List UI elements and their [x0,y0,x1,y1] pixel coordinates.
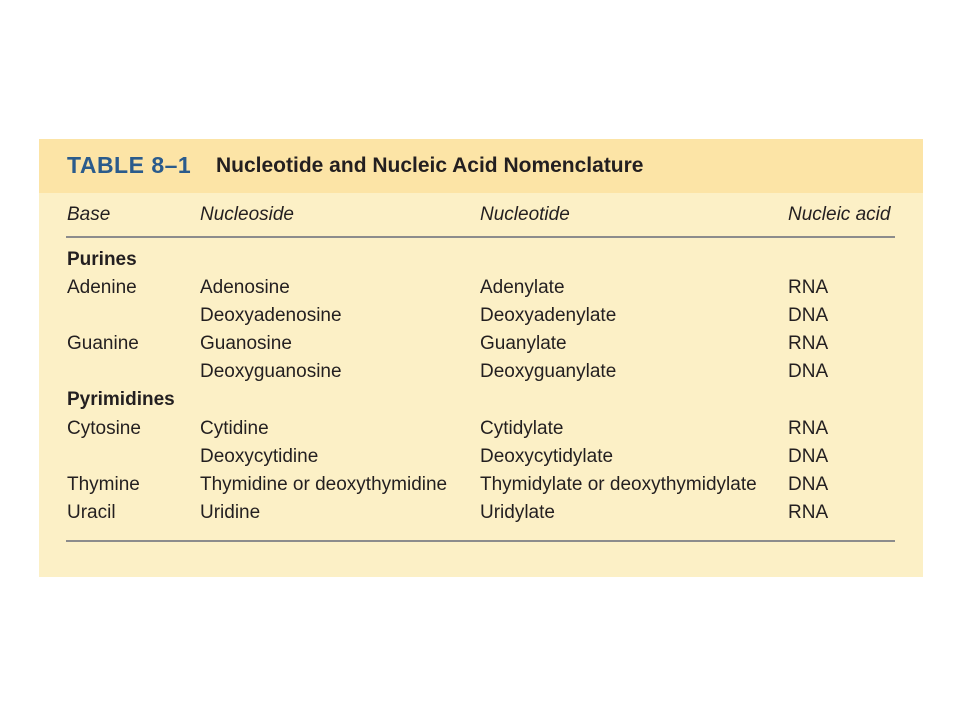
cell-nucleotide: Uridylate [480,502,555,523]
cell-nucleoside: Guanosine [200,333,292,354]
cell-nucleotide: Thymidylate or deoxythymidylate [480,474,757,495]
table-row [39,358,923,386]
cell-nucleoside: Thymidine or deoxythymidine [200,474,448,495]
cell-nucleic-acid: DNA [788,446,829,467]
column-header-nucleic-acid: Nucleic acid [788,204,891,225]
cell-nucleoside: Deoxyadenosine [200,305,342,326]
cell-nucleic-acid: RNA [788,277,829,298]
table-title: Nucleotide and Nucleic Acid Nomenclature [216,154,644,177]
cell-nucleoside: Uridine [200,502,261,523]
group-label-pyrimidines: Pyrimidines [67,389,175,410]
cell-nucleic-acid: RNA [788,333,829,354]
column-header-base: Base [67,204,111,225]
cell-base: Thymine [67,474,140,495]
cell-nucleotide: Guanylate [480,333,567,354]
table-row [39,471,923,499]
cell-nucleoside: Adenosine [200,277,290,298]
cell-nucleotide: Adenylate [480,277,565,298]
cell-nucleotide: Cytidylate [480,418,564,439]
column-header-nucleotide: Nucleotide [480,204,570,225]
table-row [39,443,923,471]
cell-nucleic-acid: RNA [788,418,829,439]
cell-nucleoside: Deoxycytidine [200,446,319,467]
header-rule [66,236,895,238]
table-row [39,415,923,443]
cell-nucleotide: Deoxycytidylate [480,446,614,467]
table-row [39,302,923,330]
cell-base: Adenine [67,277,137,298]
bottom-rule [66,540,895,542]
cell-base: Uracil [67,502,116,523]
cell-nucleoside: Deoxyguanosine [200,361,342,382]
table-row [39,330,923,358]
table-row [39,499,923,527]
cell-nucleic-acid: DNA [788,305,829,326]
cell-nucleotide: Deoxyguanylate [480,361,617,382]
cell-nucleic-acid: DNA [788,361,829,382]
group-label-purines: Purines [67,249,137,270]
cell-base: Guanine [67,333,139,354]
column-header-nucleoside: Nucleoside [200,204,294,225]
table-number: TABLE 8–1 [67,152,192,178]
cell-nucleotide: Deoxyadenylate [480,305,617,326]
cell-base: Cytosine [67,418,141,439]
cell-nucleoside: Cytidine [200,418,269,439]
nomenclature-table [39,139,923,577]
cell-nucleic-acid: RNA [788,502,829,523]
table-row [39,274,923,302]
table-title-band [39,139,923,193]
cell-nucleic-acid: DNA [788,474,829,495]
